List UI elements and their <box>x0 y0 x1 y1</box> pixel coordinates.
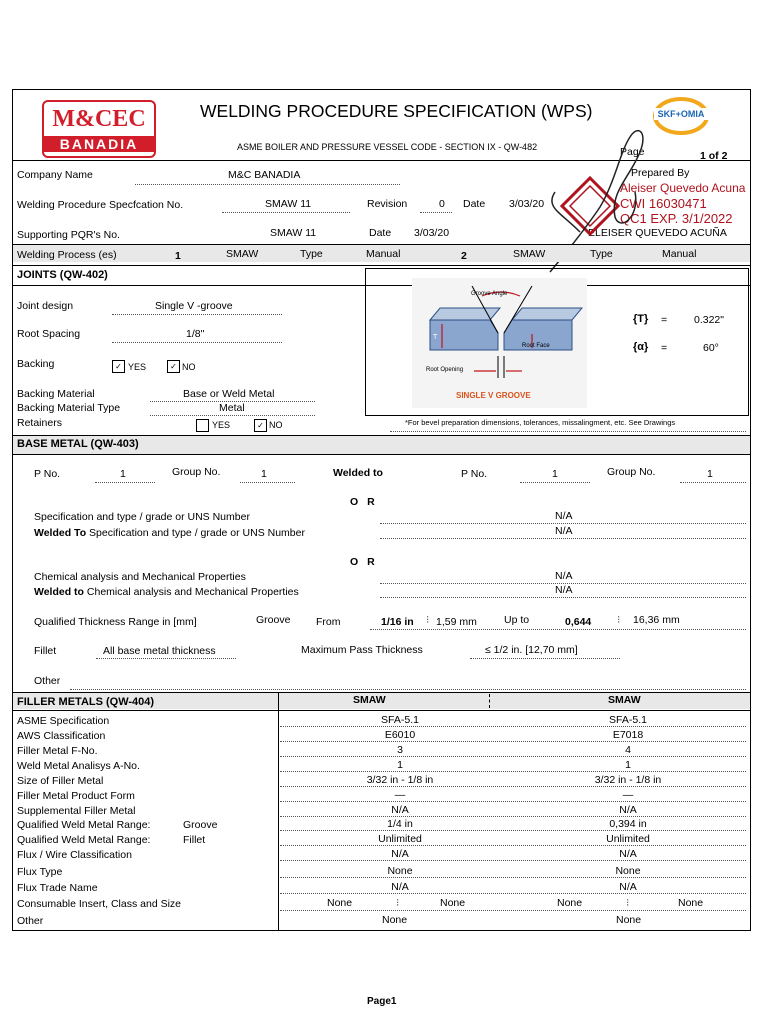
filler-row-label: Weld Metal Analisys A-No. <box>17 760 140 772</box>
process-1-type: Manual <box>366 248 401 260</box>
filler-row-value-1: N/A <box>391 881 409 893</box>
underline <box>280 910 746 911</box>
stamp-line-3: QC1 EXP. 3/1/2022 <box>620 211 733 226</box>
chem2-rest: Chemical analysis and Mechanical Properties <box>83 586 299 598</box>
process-2-number: 2 <box>461 250 467 262</box>
underline <box>280 771 746 772</box>
filler-row-value-1: N/A <box>391 804 409 816</box>
chem2-label <box>34 586 299 598</box>
underline <box>280 756 746 757</box>
pqr-label: Supporting PQR's No. <box>17 229 120 241</box>
company-name-value: M&C BANADIA <box>228 169 301 181</box>
insert-sep-1: ⁝ <box>396 897 400 909</box>
or-separator-1: O R <box>350 496 378 508</box>
filler-row-value-2: N/A <box>619 804 637 816</box>
filler-row-value-1: None <box>387 865 413 877</box>
divider <box>13 435 750 436</box>
backing-yes-label: YES <box>128 362 147 372</box>
underline <box>112 314 282 315</box>
divider <box>13 265 750 266</box>
revision-label: Revision <box>367 198 408 210</box>
filler-row-value-2: — <box>622 789 634 801</box>
from-label: From <box>316 616 341 628</box>
upto-label: Up to <box>504 614 530 626</box>
insert-v1b: None <box>440 897 466 909</box>
filler-row-value-2: N/A <box>619 848 637 860</box>
spec2-label <box>34 527 305 539</box>
column-divider <box>489 694 490 708</box>
welded-to-label: Welded to <box>333 467 383 479</box>
pno-label: P No. <box>34 468 61 480</box>
single-v-groove-diagram <box>412 278 587 408</box>
underline <box>380 523 746 524</box>
revision-value: 0 <box>439 198 445 210</box>
fillet-label: Fillet <box>34 645 57 657</box>
alpha-equals: = <box>661 342 668 354</box>
filler-header: FILLER METALS (QW-404) <box>17 696 155 708</box>
filler-row-value-2: N/A <box>619 881 637 893</box>
underline <box>280 726 746 727</box>
filler-col-2-header: SMAW <box>608 694 641 706</box>
filler-row-value-1: N/A <box>391 848 409 860</box>
backing-type-label: Backing Material Type <box>17 402 121 414</box>
filler-row-sublabel: Groove <box>183 819 218 831</box>
underline <box>280 830 746 831</box>
filler-row-label: ASME Specification <box>17 715 110 727</box>
underline <box>470 658 620 659</box>
underline <box>280 816 746 817</box>
filler-row-sublabel: Fillet <box>183 834 206 846</box>
underline <box>280 860 746 861</box>
backing-label: Backing <box>17 358 55 370</box>
date-label: Date <box>463 198 486 210</box>
spec-label: Specification and type / grade or UNS Number <box>34 511 250 523</box>
diagram-caption: SINGLE V GROOVE <box>456 391 531 400</box>
logo-bottom-text: BANADIA <box>44 136 154 152</box>
insert-label: Consumable Insert, Class and Size <box>17 898 181 910</box>
chem2-value: N/A <box>555 584 573 596</box>
diagram-root-opening: Root Opening <box>426 367 464 373</box>
upto-inch-value: 0,644 <box>565 616 592 628</box>
process-2-type: Manual <box>662 248 697 260</box>
or-separator-2: O R <box>350 556 378 568</box>
filler-row-label: Flux / Wire Classification <box>17 849 132 861</box>
base-metal-header: BASE METAL (QW-403) <box>17 438 139 450</box>
retainers-yes-label: YES <box>212 420 231 430</box>
pno2-label: P No. <box>461 468 488 480</box>
underline <box>150 415 315 416</box>
filler-row-value-2: 4 <box>625 744 631 756</box>
backing-no-label: NO <box>182 362 196 372</box>
diagram-root-face: Root Face <box>522 343 550 349</box>
filler-row-label: Supplemental Filler Metal <box>17 805 136 817</box>
filler-row-label: Filler Metal Product Form <box>17 790 135 802</box>
process-1-number: 1 <box>175 250 181 262</box>
filler-row-label: Qualified Weld Metal Range: <box>17 834 151 846</box>
process-2-name: SMAW <box>513 248 546 260</box>
underline <box>280 877 746 878</box>
spec2-bold: Welded To <box>34 527 87 539</box>
joint-design-value: Single V -groove <box>155 300 233 312</box>
pno-value: 1 <box>120 468 126 480</box>
page-label: Page <box>620 146 645 158</box>
underline <box>680 482 746 483</box>
underline <box>420 212 452 213</box>
root-spacing-label: Root Spacing <box>17 328 81 340</box>
filler-row-value-1: 1 <box>397 759 403 771</box>
t-value: 0.322" <box>694 314 725 326</box>
prepared-by-label: Prepared By <box>631 167 690 179</box>
underline <box>96 658 236 659</box>
filler-row-value-2: SFA-5.1 <box>609 714 647 726</box>
chem-value: N/A <box>555 570 573 582</box>
backing-type-value: Metal <box>219 402 245 414</box>
filler-row-label: Flux Type <box>17 866 63 878</box>
underline <box>280 741 746 742</box>
filler-other-v2: None <box>616 914 642 926</box>
spec2-rest: Specification and type / grade or UNS Number <box>86 527 305 539</box>
underline <box>520 482 590 483</box>
filler-row-value-1: SFA-5.1 <box>381 714 419 726</box>
joints-header: JOINTS (QW-402) <box>17 269 108 281</box>
from-mm-value: 1,59 mm <box>436 616 477 628</box>
underline <box>240 482 295 483</box>
groove-label: Groove <box>256 614 291 626</box>
filler-row-value-1: 3 <box>397 744 403 756</box>
process-2-type-label: Type <box>590 248 613 260</box>
underline <box>370 629 746 630</box>
filler-row-value-2: None <box>615 865 641 877</box>
joint-design-label: Joint design <box>17 300 74 312</box>
pqr-date-value: 3/03/20 <box>414 227 450 239</box>
pno2-value: 1 <box>552 468 558 480</box>
filler-row-value-2: 3/32 in - 1/8 in <box>594 774 662 786</box>
insert-v2a: None <box>557 897 583 909</box>
insert-v1a: None <box>327 897 353 909</box>
chem2-bold: Welded to <box>34 586 84 598</box>
bevel-note: *For bevel preparation dimensions, tolerances, missalingment, etc. See Drawings <box>405 418 676 427</box>
upto-separator: ⁝ <box>617 614 621 626</box>
partner-logo-text: SKF+OMIA <box>657 109 705 119</box>
group-value: 1 <box>261 468 267 480</box>
logo-top-text: M&CEC <box>52 106 146 132</box>
filler-row-label: Qualified Weld Metal Range: <box>17 819 151 831</box>
divider <box>13 710 750 711</box>
filler-col-1-header: SMAW <box>353 694 386 706</box>
root-spacing-value: 1/8" <box>186 328 205 340</box>
document-title: WELDING PROCEDURE SPECIFICATION (WPS) <box>200 101 593 121</box>
t-symbol-text: T <box>637 313 645 325</box>
insert-v2b: None <box>678 897 704 909</box>
alpha-value: 60° <box>703 342 719 354</box>
filler-row-value-1: Unlimited <box>378 833 422 845</box>
preparer-name: ELEISER QUEVEDO ACUÑA <box>588 227 727 239</box>
underline <box>135 184 400 185</box>
max-pass-label: Maximum Pass Thickness <box>301 644 423 656</box>
filler-row-value-1: 1/4 in <box>387 818 413 830</box>
group2-value: 1 <box>707 468 713 480</box>
page-value: 1 of 2 <box>700 150 728 162</box>
process-1-type-label: Type <box>300 248 323 260</box>
underline <box>380 538 746 539</box>
filler-other-label: Other <box>17 915 44 927</box>
spec2-value: N/A <box>555 525 573 537</box>
max-pass-value: ≤ 1/2 in. [12,70 mm] <box>485 644 578 656</box>
underline <box>95 482 155 483</box>
underline <box>70 689 746 690</box>
date-value: 3/03/20 <box>509 198 545 210</box>
filler-row-value-2: Unlimited <box>606 833 650 845</box>
divider <box>13 244 750 245</box>
t-symbol: {T} <box>633 313 649 325</box>
filler-row-value-1: E6010 <box>384 729 416 741</box>
underline <box>280 845 746 846</box>
divider <box>13 454 750 455</box>
filler-row-label: Size of Filler Metal <box>17 775 104 787</box>
wps-number-label: Welding Procedure Specfcation No. <box>17 199 184 211</box>
footer-page: Page1 <box>367 996 397 1007</box>
filler-row-value-2: 1 <box>625 759 631 771</box>
stamp-line-2: CWI 16030471 <box>620 196 707 211</box>
spec-value: N/A <box>555 510 573 522</box>
document-subtitle: ASME BOILER AND PRESSURE VESSEL CODE - SECTION IX - QW-482 <box>237 142 538 152</box>
other-label: Other <box>34 675 61 687</box>
group-label: Group No. <box>172 466 221 478</box>
retainers-yes-checkbox[interactable] <box>196 419 209 432</box>
process-1-name: SMAW <box>226 248 259 260</box>
filler-other-v1: None <box>382 914 408 926</box>
filler-row-label: Flux Trade Name <box>17 882 98 894</box>
pqr-value: SMAW 11 <box>270 227 317 239</box>
underline <box>222 212 350 213</box>
t-equals: = <box>661 314 668 326</box>
group2-label: Group No. <box>607 466 656 478</box>
from-inch-value: 1/16 in <box>381 616 414 628</box>
welding-process-label: Welding Process (es) <box>17 249 117 261</box>
pqr-date-label: Date <box>369 227 392 239</box>
company-name-label: Company Name <box>17 169 93 181</box>
thickness-range-label: Qualified Thickness Range in [mm] <box>34 616 197 628</box>
underline <box>380 597 746 598</box>
underline <box>390 431 746 432</box>
company-logo <box>42 100 156 158</box>
underline <box>280 801 746 802</box>
filler-row-label: Filler Metal F-No. <box>17 745 98 757</box>
underline <box>280 786 746 787</box>
filler-row-value-2: E7018 <box>612 729 644 741</box>
chem-label: Chemical analysis and Mechanical Properties <box>34 571 246 583</box>
retainers-no-checkbox[interactable]: ✓ <box>254 419 267 432</box>
insert-sep-2: ⁝ <box>626 897 630 909</box>
filler-label-column-divider <box>278 692 279 930</box>
filler-row-value-1: 3/32 in - 1/8 in <box>366 774 434 786</box>
alpha-symbol: {α} <box>633 341 649 353</box>
backing-yes-checkbox[interactable]: ✓ <box>112 360 125 373</box>
from-separator: ⁝ <box>426 614 430 626</box>
retainers-label: Retainers <box>17 417 62 429</box>
fillet-value: All base metal thickness <box>103 645 216 657</box>
diagram-groove-angle: Groove Angle <box>471 291 508 297</box>
retainers-no-label: NO <box>269 420 283 430</box>
underline <box>280 893 746 894</box>
backing-no-checkbox[interactable]: ✓ <box>167 360 180 373</box>
diagram-t-label: T <box>433 334 438 341</box>
backing-material-label: Backing Material <box>17 388 95 400</box>
underline <box>112 342 282 343</box>
filler-row-label: AWS Classification <box>17 730 106 742</box>
upto-mm-value: 16,36 mm <box>633 614 680 626</box>
filler-row-value-1: — <box>394 789 406 801</box>
stamp-line-1: Aleiser Quevedo Acuna <box>620 181 746 195</box>
filler-row-value-2: 0,394 in <box>609 818 647 830</box>
backing-material-value: Base or Weld Metal <box>183 388 275 400</box>
wps-number-value: SMAW 11 <box>265 198 312 210</box>
alpha-symbol-text: α <box>637 341 645 353</box>
